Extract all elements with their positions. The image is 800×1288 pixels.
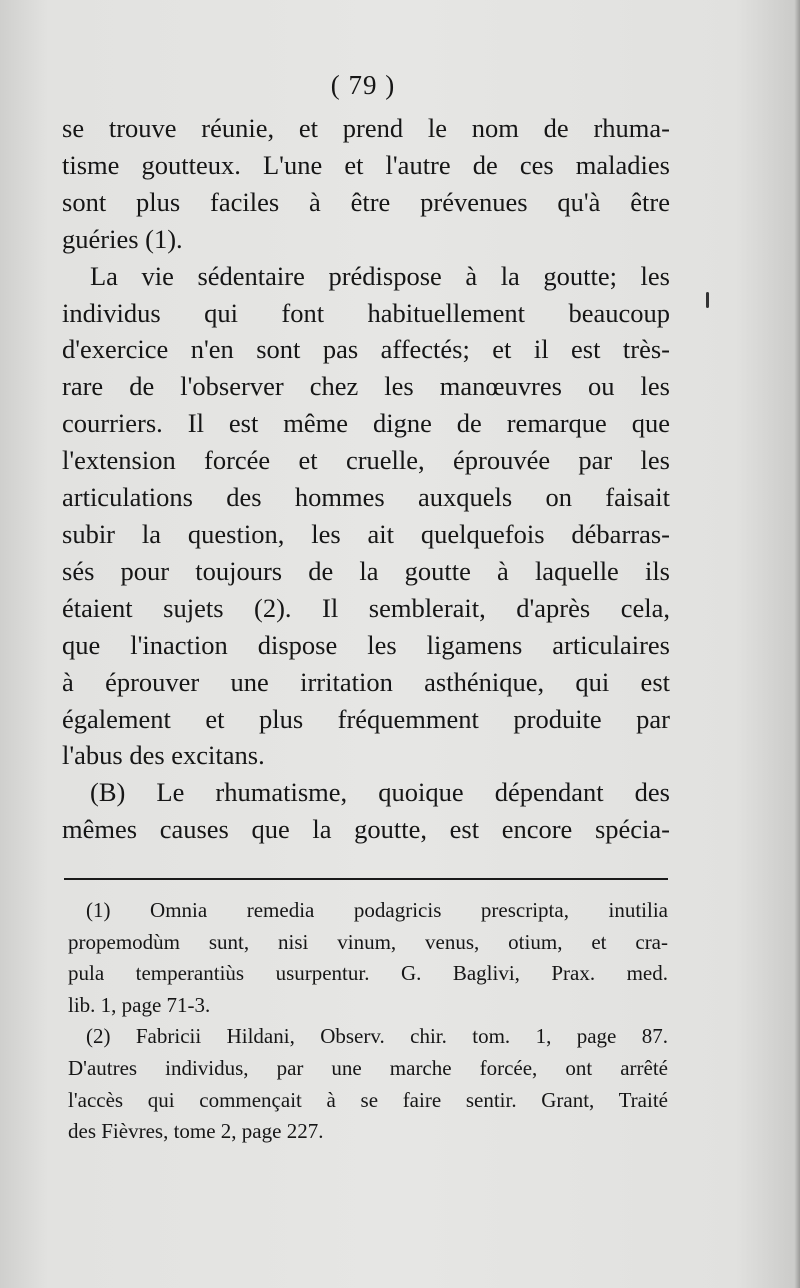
body-line: individus qui font habituellement beaucoup <box>62 297 670 328</box>
footnote-line: (2) Fabricii Hildani, Observ. chir. tom. 1, page 87. <box>86 1024 668 1049</box>
ink-speck <box>706 292 709 308</box>
footnote-line: propemodùm sunt, nisi vinum, venus, otium, et cra- <box>68 929 668 954</box>
body-line: guéries (1). <box>62 223 183 254</box>
body-line: rare de l'observer chez les manœuvres ou les <box>62 371 670 402</box>
body-line: se trouve réunie, et prend le nom de rhuma- <box>62 113 670 143</box>
body-line: étaient sujets (2). Il semblerait, d'après cela, <box>62 592 670 623</box>
footnote-line: (1) Omnia remedia podagricis prescripta, inutilia <box>86 898 668 922</box>
footnote-line: D'autres individus, par une marche forcée, ont arrêté <box>68 1055 668 1080</box>
footnote-line: l'accès qui commençait à se faire sentir. Grant, Traité <box>68 1087 668 1112</box>
footnote-rule <box>64 878 668 880</box>
body-line: que l'inaction dispose les ligamens articulaires <box>62 629 670 660</box>
body-text <box>62 110 670 848</box>
body-line: mêmes causes que la goutte, est encore spécia- <box>62 814 670 845</box>
body-line: (B) Le rhumatisme, quoique dépendant des <box>90 777 670 808</box>
footnotes <box>68 895 668 1148</box>
body-line: subir la question, les ait quelquefois débarras- <box>62 518 670 549</box>
body-line: l'extension forcée et cruelle, éprouvée par les <box>62 445 670 476</box>
body-line: courriers. Il est même digne de remarque que <box>62 408 670 439</box>
footnote-line: lib. 1, page 71-3. <box>68 992 211 1017</box>
body-line: La vie sédentaire prédispose à la goutte; les <box>90 260 670 291</box>
body-line: articulations des hommes auxquels on faisait <box>62 482 670 513</box>
body-line: également et plus fréquemment produite par <box>62 703 670 734</box>
footnote-line: pula temperantiùs usurpentur. G. Baglivi, Prax. med. <box>68 961 668 986</box>
body-line: à éprouver une irritation asthénique, qui est <box>62 666 670 697</box>
body-line: d'exercice n'en sont pas affectés; et il est très- <box>62 334 670 365</box>
page-number: ( 79 ) <box>330 70 396 100</box>
page-edge-shadow <box>794 0 800 1288</box>
body-line: tisme goutteux. L'une et l'autre de ces maladies <box>62 149 670 180</box>
body-line: sés pour toujours de la goutte à laquelle ils <box>62 555 670 586</box>
footnote-line: des Fièvres, tome 2, page 227. <box>68 1119 324 1144</box>
body-line: sont plus faciles à être prévenues qu'à être <box>62 186 670 217</box>
body-line: l'abus des excitans. <box>62 740 265 771</box>
